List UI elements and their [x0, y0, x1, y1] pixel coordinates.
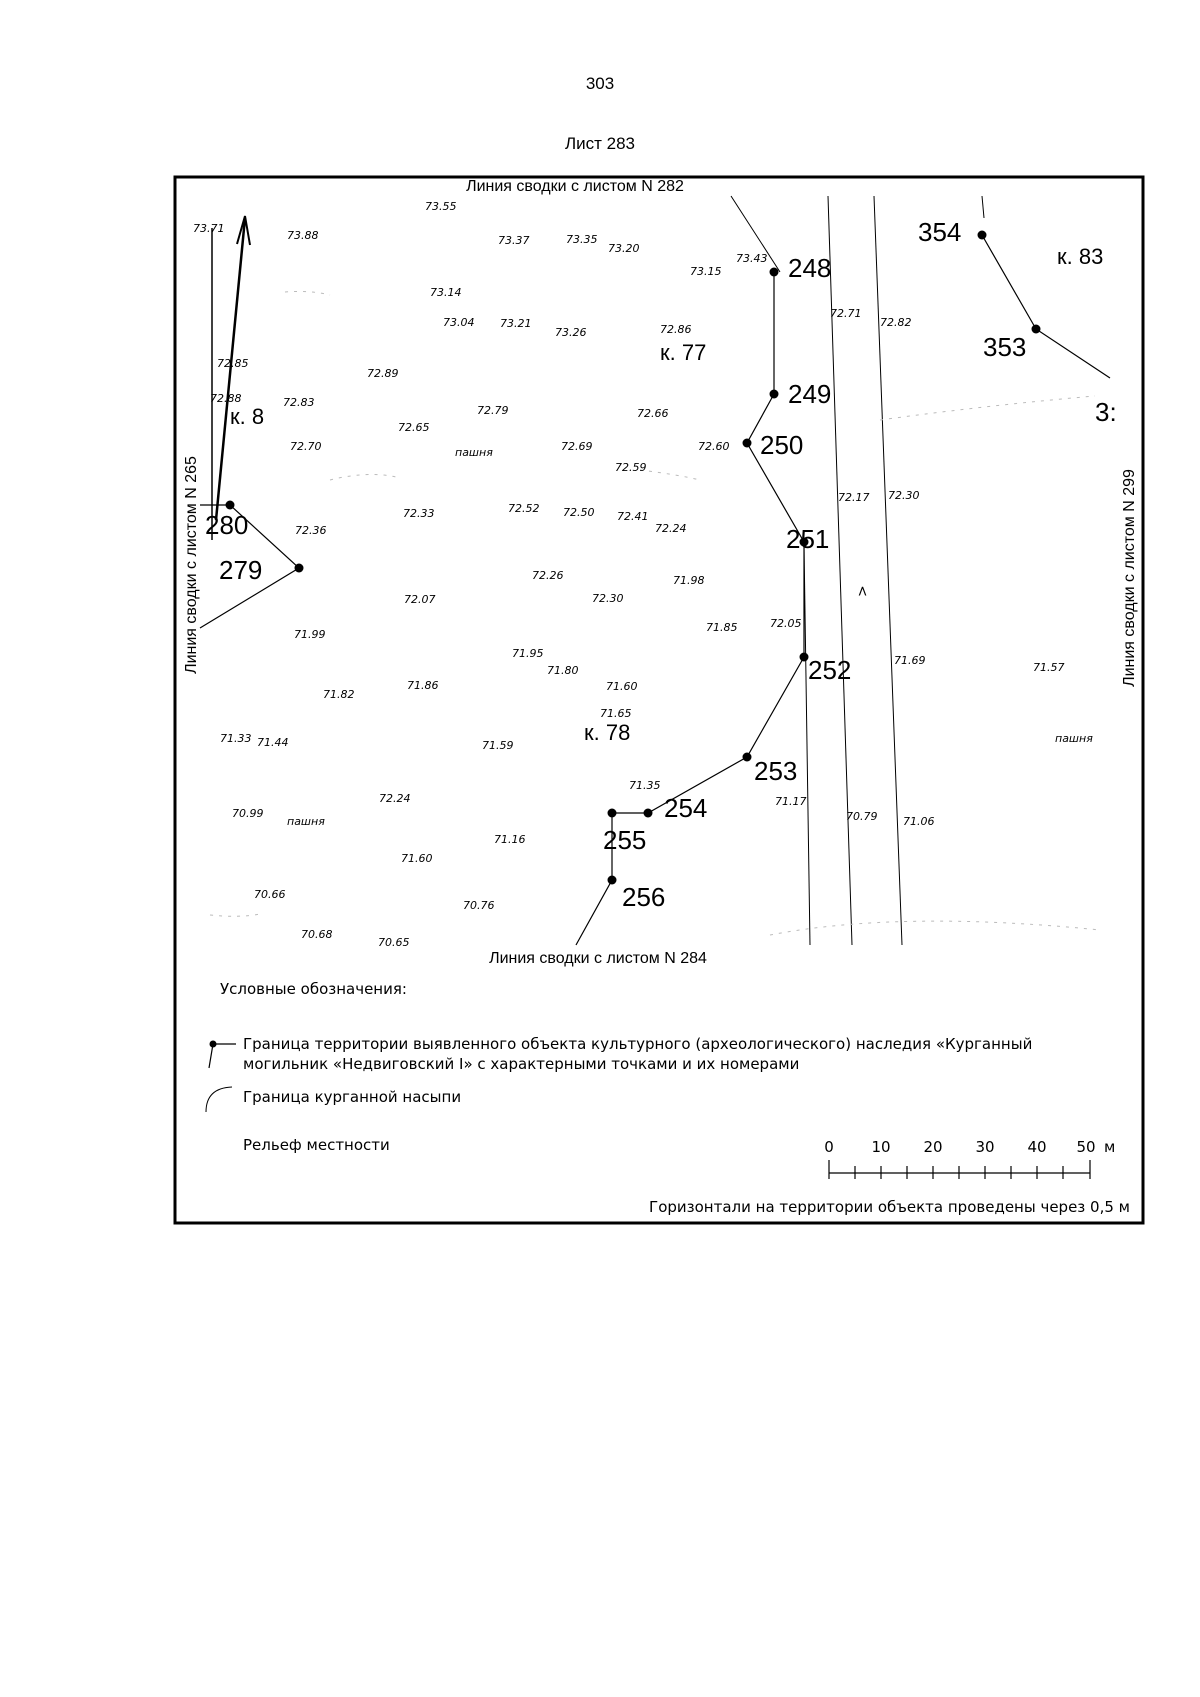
field-label: пашня	[455, 446, 493, 459]
elevation-label: 70.65	[378, 936, 410, 949]
elevation-label: 72.24	[379, 792, 411, 805]
contour-lines	[210, 291, 1100, 935]
scale-tick-label: 20	[923, 1138, 943, 1156]
point-label: 280	[205, 510, 249, 540]
elevation-label: 72.86	[660, 323, 692, 336]
mound-legend-icon	[206, 1087, 232, 1112]
point-label: 254	[664, 793, 708, 823]
elevation-label: 71.69	[894, 654, 926, 667]
scale-tick-label: 50	[1076, 1138, 1096, 1156]
point-label: 354	[918, 217, 962, 247]
north-arrow-icon	[212, 216, 250, 540]
elevation-label: 71.95	[512, 647, 544, 660]
elevation-label: 71.33	[220, 732, 252, 745]
point-label: 251	[786, 524, 830, 554]
legend-relief: Рельеф местности	[243, 1136, 390, 1154]
elevation-label: 72.79	[477, 404, 509, 417]
elevation-label: 72.70	[290, 440, 322, 453]
point-label: 248	[788, 253, 832, 283]
point-label: 253	[754, 756, 798, 786]
elevation-label: 73.04	[443, 316, 475, 329]
elevation-label: 71.99	[294, 628, 326, 641]
elevation-label: 72.89	[367, 367, 399, 380]
quarter-label: к. 83	[1057, 244, 1104, 269]
quarter-label: к. 78	[584, 720, 631, 745]
point-label: 250	[760, 430, 804, 460]
scale-tick-label: 40	[1027, 1138, 1047, 1156]
direction-arrow-icon: >	[855, 585, 871, 597]
legend-title: Условные обозначения:	[220, 980, 407, 998]
scale-tick-label: 0	[824, 1138, 834, 1156]
elevation-label: 73.88	[287, 229, 319, 242]
elevation-label: 73.43	[736, 252, 768, 265]
elevation-label: 71.98	[673, 574, 705, 587]
elevation-label: 72.52	[508, 502, 540, 515]
elevation-label: 71.57	[1033, 661, 1065, 674]
elevation-label: 72.69	[561, 440, 593, 453]
elevation-label: 71.85	[706, 621, 738, 634]
elevation-label: 72.17	[838, 491, 870, 504]
elevation-label: 71.80	[547, 664, 579, 677]
elevation-label: 70.79	[846, 810, 878, 823]
legend-boundary-line2: могильник «Недвиговский I» с характерными точками и их номерами	[243, 1055, 800, 1073]
elevation-label: 73.37	[498, 234, 530, 247]
elevation-label: 71.16	[494, 833, 526, 846]
legend-boundary-line1: Граница территории выявленного объекта культурного (археологического) наследия «Курганный	[243, 1035, 1033, 1053]
elevation-label: 71.60	[606, 680, 638, 693]
point-label: 279	[219, 555, 263, 585]
elevation-label: 71.17	[775, 795, 807, 808]
scale-bar	[829, 1160, 1090, 1179]
elevation-label: 72.88	[210, 392, 242, 405]
elevation-label: 70.99	[232, 807, 264, 820]
elevation-label: 71.59	[482, 739, 514, 752]
elevation-label: 71.06	[903, 815, 935, 828]
point-label: 252	[808, 655, 852, 685]
edge-label-bottom: Линия сводки с листом N 284	[489, 950, 707, 967]
elevation-label: 73.55	[425, 200, 457, 213]
boundary-legend-icon	[209, 1041, 236, 1069]
elevation-label: 72.33	[403, 507, 435, 520]
quarter-label: к. 8	[230, 404, 265, 429]
elevation-label: 73.21	[500, 317, 532, 330]
point-label: 249	[788, 379, 832, 409]
sheet-title: Лист 283	[564, 134, 636, 153]
elevation-label: 72.59	[615, 461, 647, 474]
quarter-labels	[230, 244, 1103, 745]
contours-note: Горизонтали на территории объекта проведены через 0,5 м	[649, 1198, 1130, 1216]
legend	[206, 980, 1130, 1216]
elevation-label: 71.44	[257, 736, 289, 749]
elevation-label: 72.05	[770, 617, 802, 630]
elevation-label: 71.86	[407, 679, 439, 692]
elevation-label: 72.24	[655, 522, 687, 535]
edge-label-left: Линия сводки с листом N 265	[183, 456, 200, 674]
elevation-label: 72.82	[880, 316, 912, 329]
elevation-label: 72.50	[563, 506, 595, 519]
field-label: пашня	[287, 815, 325, 828]
point-label: 353	[983, 332, 1027, 362]
object-boundary	[200, 235, 1110, 945]
elevation-label: 72.71	[830, 307, 862, 320]
elevation-label: 72.30	[888, 489, 920, 502]
elevation-label: 72.83	[283, 396, 315, 409]
elevation-label: 72.07	[404, 593, 436, 606]
elevation-label: 72.41	[617, 510, 649, 523]
elevation-label: 70.68	[301, 928, 333, 941]
elevation-label: 71.82	[323, 688, 355, 701]
point-labels	[205, 217, 1117, 912]
point-label: 255	[603, 825, 647, 855]
elevation-label: 73.14	[430, 286, 462, 299]
quarter-label: к. 77	[660, 340, 707, 365]
scale-unit: м	[1104, 1138, 1116, 1156]
elevation-label: 73.20	[608, 242, 640, 255]
elevation-label: 71.65	[600, 707, 632, 720]
elevation-label: 72.66	[637, 407, 669, 420]
elevation-label: 70.66	[254, 888, 286, 901]
point-label: 3:	[1095, 397, 1117, 427]
elevation-label: 73.35	[566, 233, 598, 246]
elevation-label: 70.76	[463, 899, 495, 912]
elevation-label: 72.30	[592, 592, 624, 605]
elevation-label: 71.60	[401, 852, 433, 865]
elevation-label: 73.15	[690, 265, 722, 278]
edge-label-top: Линия сводки с листом N 282	[466, 178, 684, 195]
legend-mound: Граница курганной насыпи	[243, 1088, 462, 1106]
field-label: пашня	[1055, 732, 1093, 745]
scale-tick-label: 30	[975, 1138, 995, 1156]
elevation-label: 73.71	[193, 222, 225, 235]
elevation-label: 72.65	[398, 421, 430, 434]
elevation-label: 71.35	[629, 779, 661, 792]
elevation-label: 72.85	[217, 357, 249, 370]
field-labels	[287, 446, 1093, 828]
page-number: 303	[585, 74, 615, 93]
point-label: 256	[622, 882, 666, 912]
edge-label-right: Линия сводки с листом N 299	[1121, 469, 1138, 687]
elevation-label: 72.26	[532, 569, 564, 582]
elevation-label: 73.26	[555, 326, 587, 339]
elevation-label: 72.60	[698, 440, 730, 453]
scale-tick-label: 10	[871, 1138, 891, 1156]
elevation-label: 72.36	[295, 524, 327, 537]
